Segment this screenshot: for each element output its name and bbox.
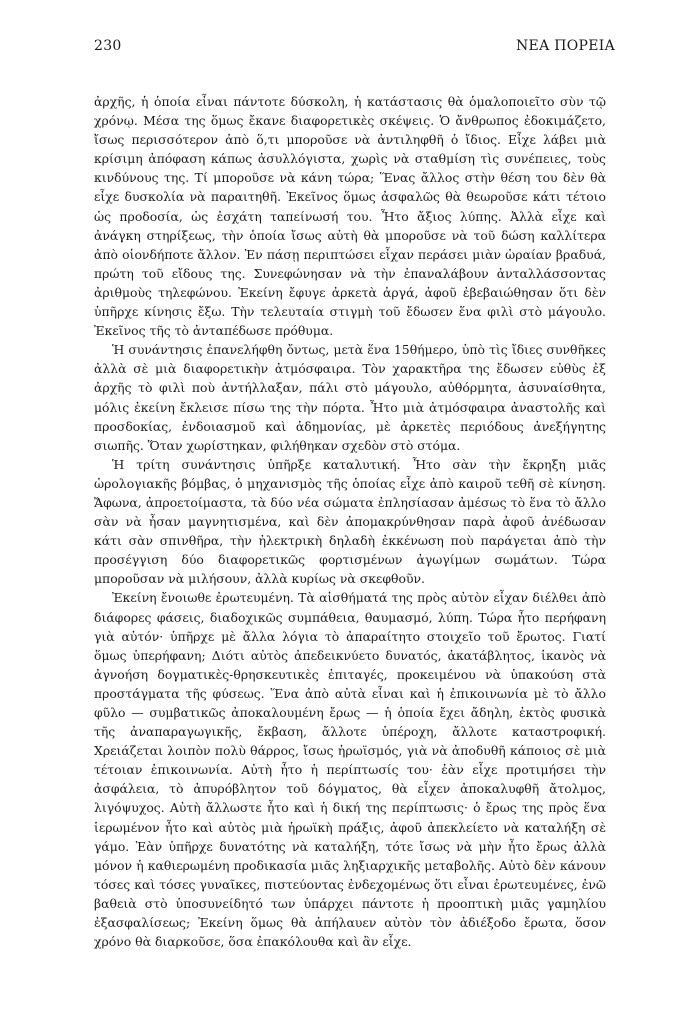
paragraph: Ἡ τρίτη συνάντησις ὑπῆρξε καταλυτική. Ἦτο σὰν τὴν ἔκρηξη μιᾶς ὡρολογιακῆς βόμβας, ὁ μηχανισμὸς τῆς ὁποίας εἶχε ἀπὸ καιροῦ τεθῆ σὲ κίνηση. Ἄφωνα, ἀπροετοίμαστα, τὰ δύο νέα σώματα ἐπλησίασαν ἀμέσως τὸ ἕνα τὸ ἄλλο σὰν νὰ ἦσαν μαγνητισμένα, καὶ δὲν ἀπομακρύνθησαν παρὰ ἀφοῦ ἀνέδωσαν κάτι σὰν σπινθῆρα, τὴν ἠλεκτρικὴ δηλαδὴ ἐκκένωση ποὺ παράγεται ἀπὸ τὴν προσέγγιση δύο διαφορετικῶς φορτισμένων ἀγωγίμων σωμάτων. Τώρα μποροῦσαν νὰ μιλήσουν, ἀλλὰ κυρίως νὰ σκεφθοῦν. [94, 456, 606, 587]
running-title: ΝΕΑ ΠΟΡΕΙΑ [516, 38, 615, 54]
paragraph: ἀρχῆς, ἡ ὁποία εἶναι πάντοτε δύσκολη, ἡ κατάστασις θὰ ὁμαλοποιεῖτο σὺν τῷ χρόνῳ. Μέσα της ὅμως ἔκανε διαφορετικὲς σκέψεις. Ὁ ἄνθρωπος ἐδοκιμάζετο, ἴσως περισσότερον ἀπὸ ὅ,τι μποροῦσε νὰ ἀντιληφθῆ ὁ ἴδιος. Εἶχε λάβει μιὰ κρίσιμη ἀπόφαση κάπως ἀσυλλόγιστα, χωρὶς νὰ σταθμίση τὶς συνέπειες, τοὺς κινδύνους της. Τί μποροῦσε νὰ κάνη τώρα; Ἕνας ἄλλος στὴν θέση του δὲν θὰ εἶχε δυσκολία νὰ παραιτηθῆ. Ἐκεῖνος ὅμως ἀσφαλῶς θὰ θεωροῦσε κάτι τέτοιο ὡς προδοσία, ὡς ἐσχάτη ταπείνωσή του. Ἦτο ἄξιος λύπης. Ἀλλὰ εἶχε καὶ ἀνάγκη στηρίξεως, τὴν ὁποία ἴσως αὐτὴ θὰ μποροῦσε νὰ τοῦ δώση καλλίτερα ἀπὸ οἱονδήποτε ἄλλον. Ἐν πάσῃ περιπτώσει εἶχαν περάσει μιὰν ὡραίαν βραδυά, πρώτη τοῦ εἴδους της. Συνεφώνησαν νὰ τὴν ἐπαναλάβουν ἀνταλλάσσοντας ἀριθμοὺς τηλεφώνου. Ἐκείνη ἔφυγε ἀρκετὰ ἀργά, ἀφοῦ ἐβεβαιώθησαν ὅτι δὲν ὑπῆρχε κίνησις ἔξω. Τὴν τελευταία στιγμὴ τοῦ ἔδωσεν ἕνα φιλὶ στὸ μάγουλο. Ἐκεῖνος τῆς τὸ ἀνταπέδωσε πρόθυμα. [94, 94, 606, 339]
page-number: 230 [94, 38, 122, 54]
paragraph: Ἐκείνη ἔνοιωθε ἐρωτευμένη. Τὰ αἰσθήματά της πρὸς αὐτὸν εἶχαν διέλθει ἀπὸ διάφορες φάσεις, διαδοχικῶς συμπάθεια, θαυμασμό, λύπη. Τώρα ἦτο περήφανη γιὰ αὐτόν· ὑπῆρχε μὲ ἄλλα λόγια τὸ ἀπαραίτητο στοιχεῖο τοῦ ἔρωτος. Γιατί ὅμως ὑπερήφανη; Διότι αὐτὸς ἀπεδεικνύετο δυνατός, ἀκατάβλητος, ἱκανὸς νὰ ἀγνοήση δογματικὲς-θρησκευτικὲς ἐπιταγές, προκειμένου νὰ ὑπακούση στὰ προστάγματα τῆς φύσεως. Ἕνα ἀπὸ αὐτὰ εἶναι καὶ ἡ ἐπικοινωνία μὲ τὸ ἄλλο φῦλο — συμβατικῶς ἀποκαλουμένη ἔρως — ἡ ὁποία ἔχει ἄδηλη, ἐκτὸς φυσικὰ τῆς ἀναπαραγωγικῆς, ἔκβαση, ἄλλοτε ὑπέροχη, ἄλλοτε καταστροφική. Χρειάζεται λοιπὸν πολὺ θάρρος, ἴσως ἡρωϊσμός, γιὰ νὰ ἀποδυθῆ κάποιος σὲ μιὰ τέτοιαν ἐπικοινωνία. Αὐτὴ ἦτο ἡ περίπτωσίς του· ἐὰν εἶχε προτιμήσει τὴν ἀσφάλεια, τὸ ἀπυρόβλητον τοῦ δόγματος, θὰ εἶχεν ἀποκαλυφθῆ ἄτολμος, λιγόψυχος. Αὐτὴ ἄλλωστε ἦτο καὶ ἡ δική της περίπτωσις· ὁ ἔρως της πρὸς ἕνα ἱερωμένον ἦτο καὶ αὐτὸς μιὰ ἡρωϊκὴ πράξις, ἀφοῦ ἀπεκλείετο νὰ καταλήξη σὲ γάμο. Ἐὰν ὑπῆρχε δυνατότης νὰ καταλήξη, τότε ἴσως νὰ μὴν ἦτο ἔρως ἀλλὰ μόνον ἡ καθιερωμένη προδικασία μιᾶς ληξιαρχικῆς μεταβολῆς. Αὐτὸ δὲν κάνουν τόσες καὶ τόσες γυναῖκες, πιστεύοντας ἐνδεχομένως ὅτι εἶναι ἐρωτευμένες, ἐνῶ βαθειὰ στὸ ὑποσυνείδητό των ὑπάρχει πάντοτε ἡ προοπτικὴ μιᾶς γαμηλίου ἐξασφαλίσεως; Ἐκείνη ὅμως θὰ ἀπήλαυεν αὐτὸν τὸν ἀδιέξοδο ἔρωτα, ὅσον χρόνο θὰ διαρκοῦσε, ὅσα ἐπακόλουθα καὶ ἂν εἶχε. [94, 590, 606, 950]
body-text [94, 92, 606, 951]
running-header [94, 38, 615, 54]
paragraph: Ἡ συνάντησις ἐπανελήφθη ὄντως, μετὰ ἕνα 15θήμερο, ὑπὸ τὶς ἴδιες συνθῆκες ἀλλὰ σὲ μιὰ διαφορετικὴν ἀτμόσφαιρα. Τὸν χαρακτῆρα της ἔδωσεν εὐθὺς ἐξ ἀρχῆς τὸ φιλὶ ποὺ ἀντήλλαξαν, πάλι στὸ μάγουλο, αὐθόρμητα, ἀσυναίσθητα, μόλις ἐκείνη ἔκλεισε πίσω της τὴν πόρτα. Ἦτο μιὰ ἀτμόσφαιρα ἀναστολῆς καὶ προσδοκίας, ἐνδοιασμοῦ καὶ ἀδημονίας, μὲ ἀρκετὲς περιόδους ἀνεξήγητης σιωπῆς. Ὅταν χωρίστηκαν, φιλήθηκαν σχεδὸν στὸ στόμα. [94, 342, 606, 453]
